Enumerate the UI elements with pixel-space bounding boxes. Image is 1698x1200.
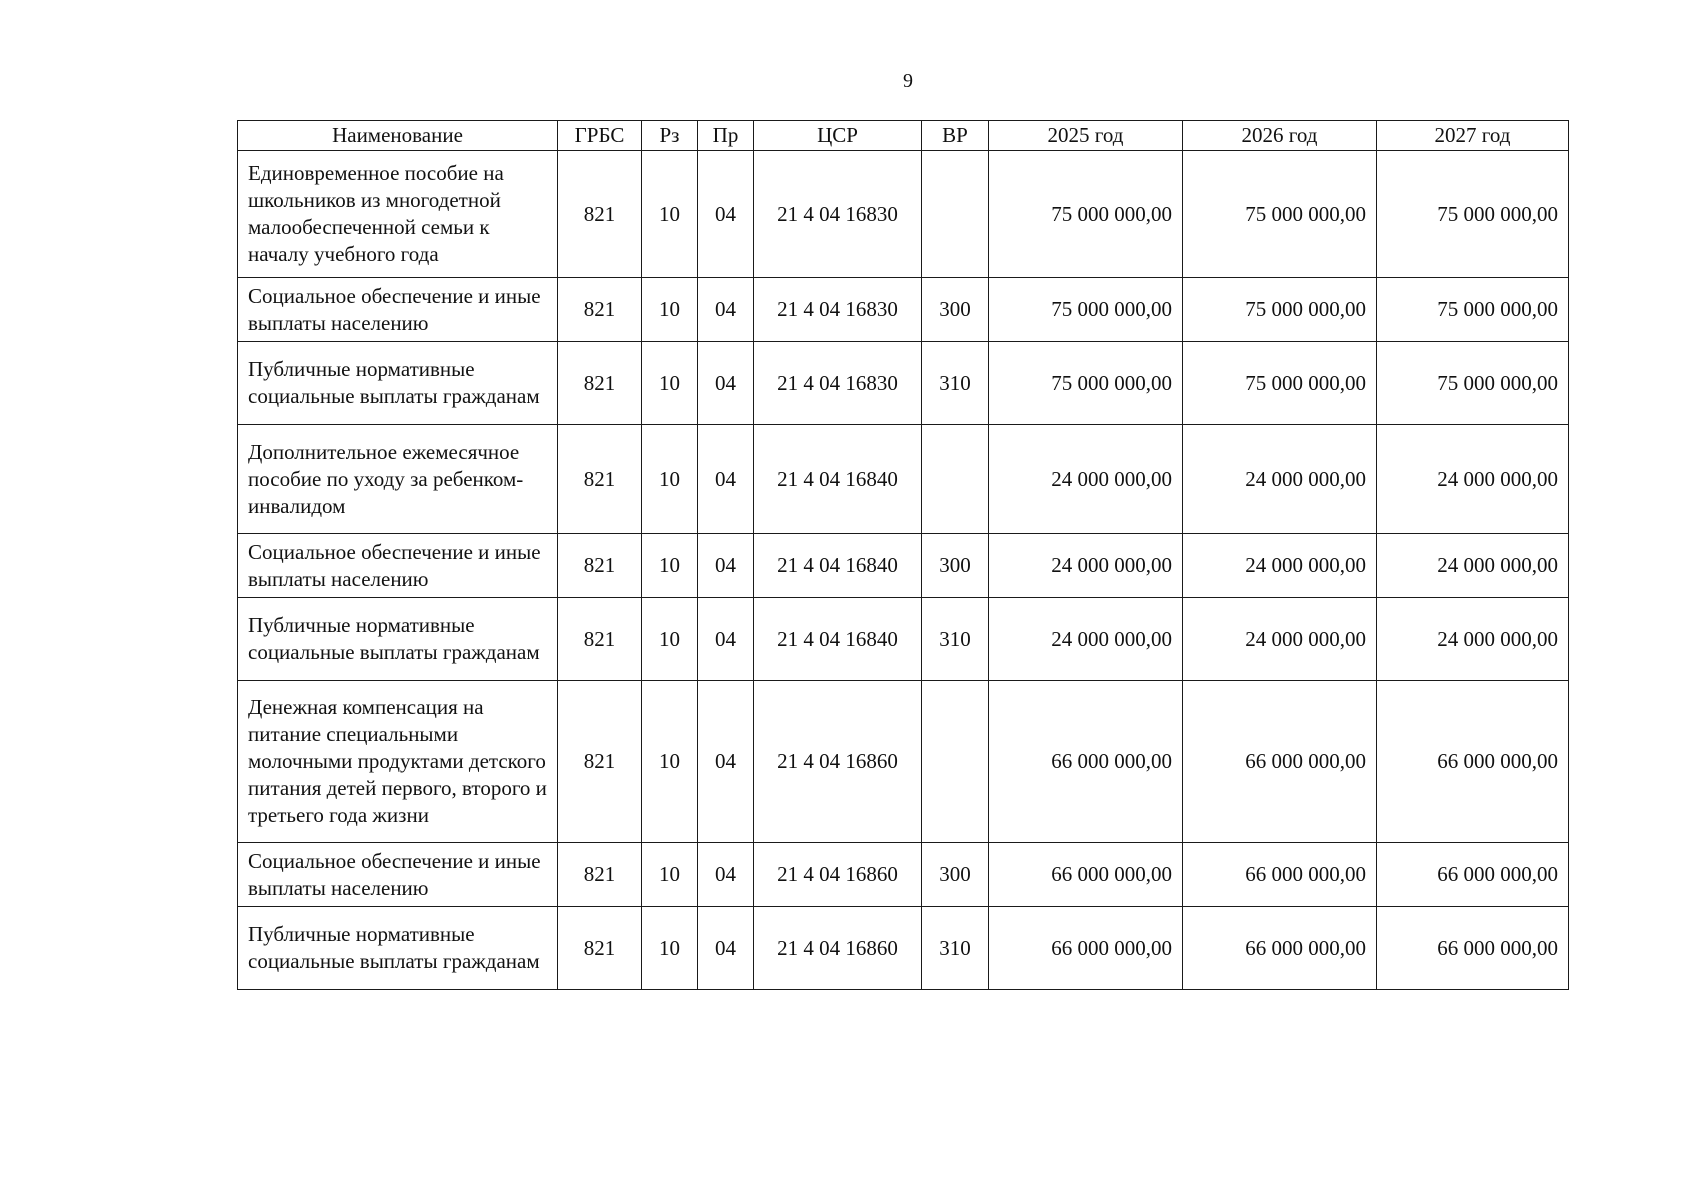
cell-2025: 75 000 000,00 [989,151,1183,278]
header-row [238,121,1569,151]
header-pr: Пр [698,121,754,151]
cell-pr: 04 [698,907,754,990]
cell-csr: 21 4 04 16860 [754,907,922,990]
header-grbs: ГРБС [558,121,642,151]
cell-2026: 24 000 000,00 [1183,425,1377,534]
cell-name: Публичные нормативные социальные выплаты гражданам [238,598,558,681]
cell-2027: 75 000 000,00 [1377,151,1569,278]
cell-2027: 75 000 000,00 [1377,342,1569,425]
cell-vr: 300 [922,843,989,907]
cell-2026: 75 000 000,00 [1183,278,1377,342]
cell-csr: 21 4 04 16830 [754,151,922,278]
cell-csr: 21 4 04 16840 [754,598,922,681]
cell-2027: 24 000 000,00 [1377,425,1569,534]
cell-grbs: 821 [558,151,642,278]
cell-vr [922,425,989,534]
cell-2025: 24 000 000,00 [989,598,1183,681]
table-header [238,121,1569,151]
cell-2027: 24 000 000,00 [1377,598,1569,681]
table-row [238,342,1569,425]
cell-name: Дополнительное ежемесячное пособие по уходу за ребенком-инвалидом [238,425,558,534]
cell-rz: 10 [642,342,698,425]
cell-2026: 66 000 000,00 [1183,907,1377,990]
table-row [238,907,1569,990]
cell-2025: 66 000 000,00 [989,843,1183,907]
table-row [238,598,1569,681]
cell-rz: 10 [642,681,698,843]
cell-rz: 10 [642,843,698,907]
cell-pr: 04 [698,151,754,278]
cell-2025: 24 000 000,00 [989,425,1183,534]
cell-pr: 04 [698,534,754,598]
cell-name: Денежная компенсация на питание специальными молочными продуктами детского питания детей первого, второго и третьего года жизни [238,681,558,843]
cell-grbs: 821 [558,681,642,843]
cell-2027: 66 000 000,00 [1377,907,1569,990]
cell-pr: 04 [698,598,754,681]
table-body [238,151,1569,990]
cell-name: Единовременное пособие на школьников из многодетной малообеспеченной семьи к началу учебного года [238,151,558,278]
cell-csr: 21 4 04 16860 [754,843,922,907]
page-number: 9 [903,70,913,92]
cell-2026: 75 000 000,00 [1183,342,1377,425]
header-vr: ВР [922,121,989,151]
cell-rz: 10 [642,534,698,598]
cell-rz: 10 [642,598,698,681]
cell-name: Публичные нормативные социальные выплаты гражданам [238,907,558,990]
cell-name: Социальное обеспечение и иные выплаты населению [238,278,558,342]
header-name: Наименование [238,121,558,151]
cell-pr: 04 [698,425,754,534]
cell-rz: 10 [642,278,698,342]
header-2027: 2027 год [1377,121,1569,151]
cell-vr: 310 [922,598,989,681]
cell-grbs: 821 [558,278,642,342]
cell-grbs: 821 [558,534,642,598]
cell-2025: 75 000 000,00 [989,278,1183,342]
header-rz: Рз [642,121,698,151]
cell-2025: 24 000 000,00 [989,534,1183,598]
cell-2026: 66 000 000,00 [1183,681,1377,843]
cell-pr: 04 [698,342,754,425]
header-2026: 2026 год [1183,121,1377,151]
cell-csr: 21 4 04 16860 [754,681,922,843]
cell-csr: 21 4 04 16840 [754,534,922,598]
cell-vr: 310 [922,342,989,425]
cell-vr [922,151,989,278]
cell-2026: 75 000 000,00 [1183,151,1377,278]
cell-rz: 10 [642,907,698,990]
cell-2025: 66 000 000,00 [989,907,1183,990]
cell-vr: 310 [922,907,989,990]
cell-name: Публичные нормативные социальные выплаты гражданам [238,342,558,425]
cell-csr: 21 4 04 16830 [754,342,922,425]
cell-grbs: 821 [558,843,642,907]
cell-name: Социальное обеспечение и иные выплаты населению [238,534,558,598]
table-row [238,681,1569,843]
cell-2027: 66 000 000,00 [1377,681,1569,843]
cell-csr: 21 4 04 16830 [754,278,922,342]
cell-2027: 24 000 000,00 [1377,534,1569,598]
cell-name: Социальное обеспечение и иные выплаты населению [238,843,558,907]
cell-2026: 24 000 000,00 [1183,598,1377,681]
cell-csr: 21 4 04 16840 [754,425,922,534]
header-csr: ЦСР [754,121,922,151]
budget-table [237,120,1569,990]
cell-2027: 66 000 000,00 [1377,843,1569,907]
cell-vr: 300 [922,534,989,598]
table-row [238,534,1569,598]
cell-2026: 24 000 000,00 [1183,534,1377,598]
cell-rz: 10 [642,151,698,278]
table-row [238,843,1569,907]
header-2025: 2025 год [989,121,1183,151]
cell-pr: 04 [698,681,754,843]
cell-2025: 75 000 000,00 [989,342,1183,425]
cell-2025: 66 000 000,00 [989,681,1183,843]
cell-pr: 04 [698,278,754,342]
cell-grbs: 821 [558,598,642,681]
cell-pr: 04 [698,843,754,907]
table-row [238,278,1569,342]
cell-grbs: 821 [558,425,642,534]
cell-vr: 300 [922,278,989,342]
cell-2027: 75 000 000,00 [1377,278,1569,342]
cell-grbs: 821 [558,907,642,990]
cell-grbs: 821 [558,342,642,425]
table-row [238,425,1569,534]
cell-rz: 10 [642,425,698,534]
table-row [238,151,1569,278]
cell-vr [922,681,989,843]
cell-2026: 66 000 000,00 [1183,843,1377,907]
